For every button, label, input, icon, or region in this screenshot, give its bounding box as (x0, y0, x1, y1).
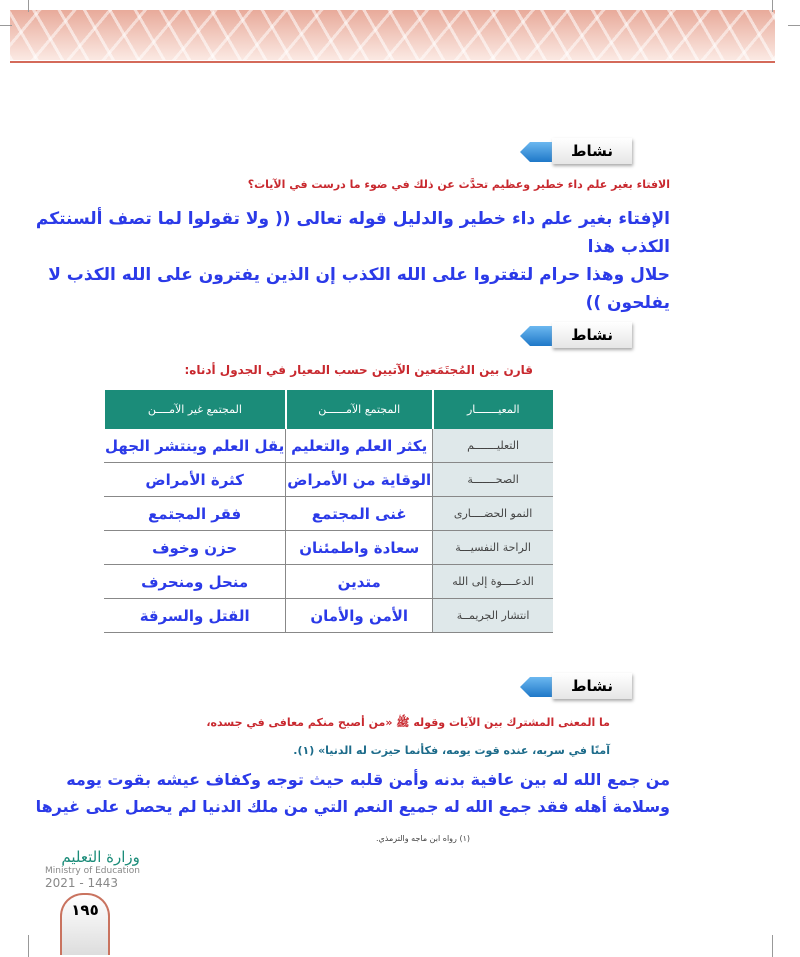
table-header-row (104, 390, 553, 429)
crop-mark (772, 935, 773, 957)
safe-society-cell: سعادة واطمئنان (286, 531, 433, 565)
activity-badge-2 (520, 322, 632, 350)
column-header: المجتمع غير الآمــــن (104, 390, 286, 429)
column-header: المجتمع الآمــــــن (286, 390, 433, 429)
activity-badge-3 (520, 673, 632, 701)
unsafe-society-cell: فقر المجتمع (104, 497, 286, 531)
answer-line: من جمع الله له بين عافية بدنه وأمن قلبه حيث توجه وكفاف عيشه بقوت يومه (66, 770, 670, 789)
safe-society-cell: الأمن والأمان (286, 599, 433, 633)
unsafe-society-cell: يقل العلم وينتشر الجهل (104, 429, 286, 463)
safe-society-cell: غنى المجتمع (286, 497, 433, 531)
activity1-question: الافتاء بغير علم داء خطير وعظيم تحدَّث عن ذلك في ضوء ما درست في الآيات؟ (247, 178, 670, 191)
activity-label: نشاط (552, 673, 632, 699)
ministry-name-en: Ministry of Education (45, 866, 140, 876)
unsafe-society-cell: كثرة الأمراض (104, 463, 286, 497)
crop-mark (772, 0, 773, 12)
crop-mark (788, 25, 800, 26)
crop-mark (28, 935, 29, 957)
question-line: آمنًا في سربه، عنده قوت يومه، فكأنما حيزت له الدنيا» (١). (293, 744, 610, 757)
activity1-answer (30, 205, 670, 317)
comparison-table (103, 390, 553, 633)
activity-badge-1 (520, 138, 632, 166)
criterion-cell: الدعــــوة إلى الله (433, 565, 553, 599)
unsafe-society-cell: منحل ومنحرف (104, 565, 286, 599)
criterion-cell: النمو الحضــــارى (433, 497, 553, 531)
unsafe-society-cell: القتل والسرقة (104, 599, 286, 633)
criterion-cell: الراحة النفسيـــة (433, 531, 553, 565)
crop-mark (28, 0, 29, 12)
criterion-cell: الصحـــــــة (433, 463, 553, 497)
edition-year: 2021 - 1443 (45, 876, 119, 890)
question-line: ما المعنى المشترك بين الآيات وقوله ﷺ «من أصبح منكم معافى في جسده، (206, 716, 610, 729)
activity2-instruction: قارن بين المُجتَمَعين الآتيين حسب المعيار في الجدول أدناه: (184, 363, 533, 377)
safe-society-cell: يكثر العلم والتعليم (286, 429, 433, 463)
activity3-answer (30, 766, 670, 820)
page-number: ١٩٥ (60, 893, 110, 955)
ministry-logo (45, 848, 140, 890)
answer-line: الإفتاء بغير علم داء خطير والدليل قوله تعالى (( ولا تقولوا لما تصف ألسنتكم الكذب هذا (35, 209, 670, 257)
ministry-name-ar: وزارة التعليم (61, 848, 140, 866)
crop-mark (0, 25, 12, 26)
footnote: (١) رواه ابن ماجه والترمذي. (376, 834, 470, 843)
safe-society-cell: الوقاية من الأمراض (286, 463, 433, 497)
header-banner (10, 10, 775, 60)
activity-label: نشاط (552, 138, 632, 164)
table-row (104, 565, 553, 599)
table-row (104, 599, 553, 633)
activity-label: نشاط (552, 322, 632, 348)
answer-line: حلال وهذا حرام لتفتروا على الله الكذب إن الذين يفترون على الله الكذب لا يفلحون )) (48, 265, 670, 313)
table-row (104, 429, 553, 463)
unsafe-society-cell: حزن وخوف (104, 531, 286, 565)
table-row (104, 531, 553, 565)
header-divider (10, 61, 775, 63)
table-row (104, 497, 553, 531)
activity3-question (50, 716, 610, 757)
column-header: المعيـــــــار (433, 390, 553, 429)
criterion-cell: انتشار الجريمــة (433, 599, 553, 633)
answer-line: وسلامة أهله فقد جمع الله له جميع النعم التي من ملك الدنيا لم يحصل على غيرها (35, 797, 670, 816)
safe-society-cell: متدين (286, 565, 433, 599)
criterion-cell: التعليـــــــم (433, 429, 553, 463)
table-row (104, 463, 553, 497)
